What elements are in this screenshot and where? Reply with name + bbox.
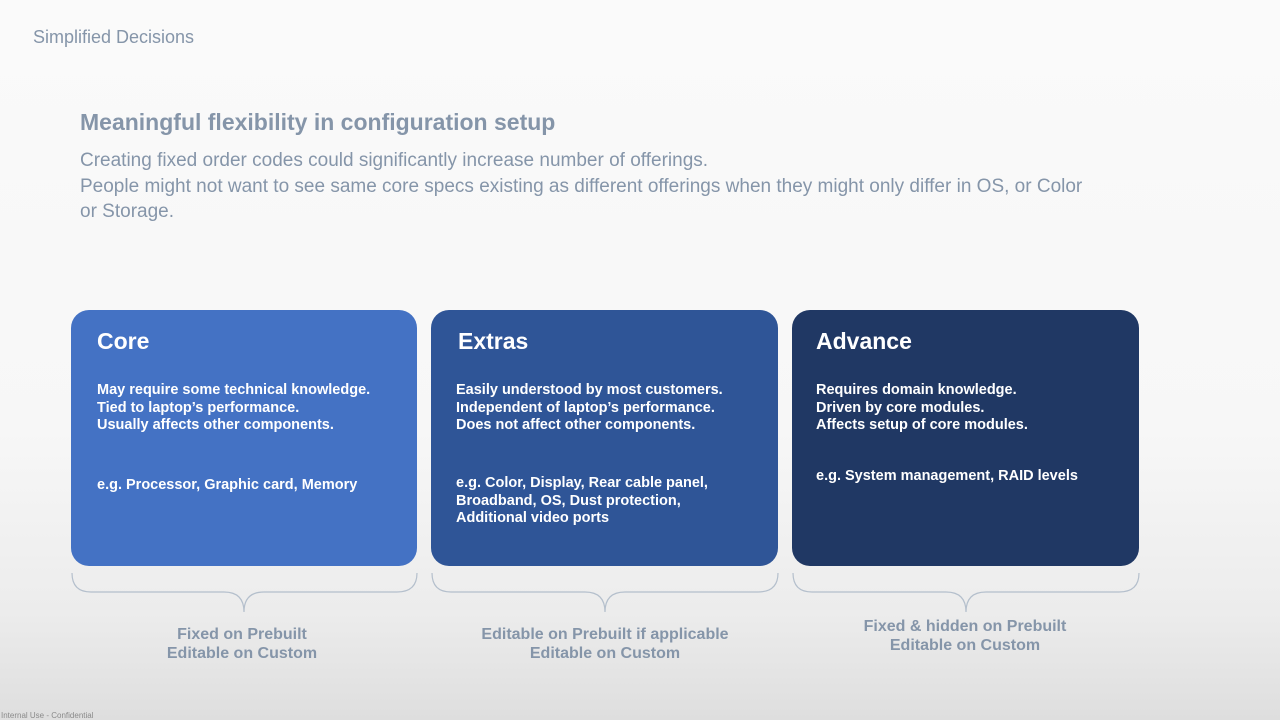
advance-card-description — [816, 382, 1028, 435]
slide-heading: Meaningful flexibility in configuration setup — [80, 109, 556, 135]
extras-caption-line: Editable on Custom — [529, 645, 681, 662]
advance-brace-icon — [792, 572, 1140, 614]
intro-text — [80, 148, 1090, 225]
extras-brace-icon — [431, 572, 779, 614]
extras-desc-line: Easily understood by most customers. — [456, 382, 723, 398]
core-example-line: e.g. Processor, Graphic card, Memory — [97, 477, 358, 493]
extras-desc-line: Does not affect other components. — [456, 417, 696, 433]
core-card-examples — [97, 477, 357, 495]
extras-example-line: Broadband, OS, Dust protection, — [456, 492, 681, 509]
advance-desc-line: Affects setup of core modules. — [816, 417, 1028, 433]
core-caption-line: Fixed on Prebuilt — [177, 626, 307, 643]
extras-card-title: Extras — [458, 328, 529, 354]
advance-desc-line: Requires domain knowledge. — [816, 382, 1017, 398]
extras-caption — [425, 625, 785, 663]
core-desc-line: Tied to laptop’s performance. — [97, 399, 300, 416]
advance-card-examples — [816, 468, 1078, 486]
extras-card-description — [456, 382, 723, 435]
advance-card-title: Advance — [816, 328, 912, 354]
intro-line-1: Creating fixed order codes could significantly increase number of offerings. — [80, 150, 709, 171]
extras-example-line: Additional video ports — [456, 510, 610, 526]
extras-example-line: e.g. Color, Display, Rear cable panel, — [456, 475, 708, 491]
extras-card — [431, 310, 778, 566]
advance-caption — [785, 617, 1145, 655]
intro-line-2: People might not want to see same core specs existing as different offerings when they might only differ in OS, or Color or Storage. — [80, 175, 1083, 222]
core-caption-line: Editable on Custom — [166, 645, 318, 662]
advance-caption-line: Editable on Custom — [889, 637, 1041, 654]
confidentiality-note: Internal Use - Confidential — [1, 711, 94, 720]
core-card — [71, 310, 417, 566]
advance-caption-line: Fixed & hidden on Prebuilt — [863, 618, 1067, 635]
extras-caption-line: Editable on Prebuilt if applicable — [481, 626, 729, 643]
core-brace-icon — [71, 572, 418, 614]
core-caption — [62, 625, 422, 663]
advance-example-line: e.g. System management, RAID levels — [816, 468, 1078, 484]
slide-section-tag: Simplified Decisions — [33, 27, 195, 47]
extras-card-examples — [456, 475, 708, 528]
advance-card — [792, 310, 1139, 566]
core-card-description — [97, 382, 370, 435]
advance-desc-line: Driven by core modules. — [816, 399, 985, 416]
core-desc-line: May require some technical knowledge. — [97, 382, 371, 398]
core-desc-line: Usually affects other components. — [97, 417, 334, 433]
core-card-title: Core — [97, 328, 150, 354]
extras-desc-line: Independent of laptop’s performance. — [456, 399, 715, 416]
